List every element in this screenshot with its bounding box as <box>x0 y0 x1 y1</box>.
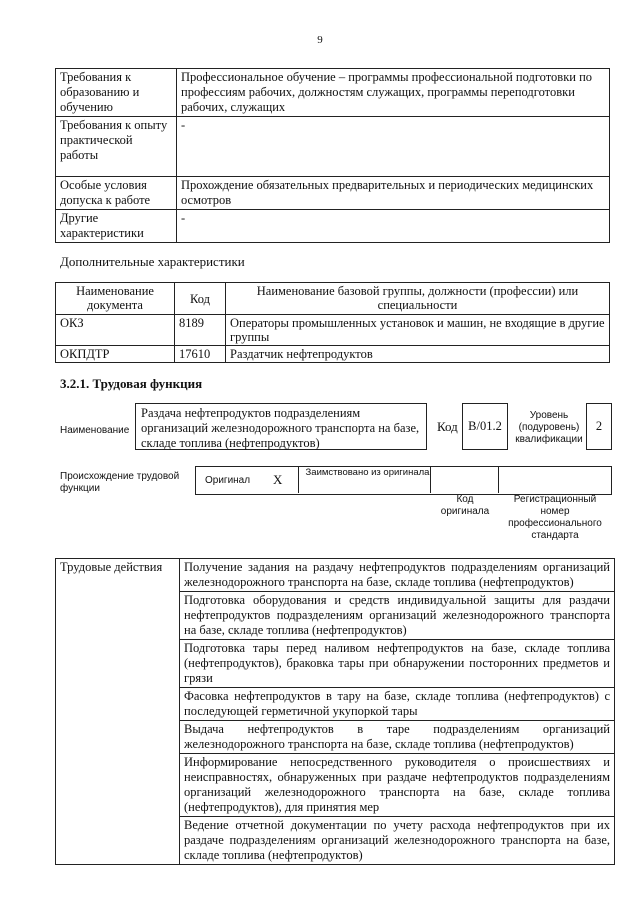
table-row <box>56 315 610 346</box>
table-row <box>56 210 610 243</box>
labour-actions-table <box>55 558 615 865</box>
level-label: Уровень (подуровень) квалификации <box>515 410 583 445</box>
actions-label: Трудовые действия <box>56 559 180 865</box>
qualification-level-value: 2 <box>586 403 612 450</box>
action-item: Получение задания на раздачу нефтепродуктов подразделениям организаций железнодорожного транспорта на базе, складе топлива (нефтепродуктов) <box>180 559 615 592</box>
name-label: Наименование <box>60 425 130 436</box>
additional-characteristics-table <box>55 282 610 363</box>
divider <box>298 466 299 493</box>
column-header: Наименование базовой группы, должности (профессии) или специальности <box>226 283 610 315</box>
section-title: 3.2.1. Трудовая функция <box>60 376 203 391</box>
table-row <box>56 346 610 363</box>
table-cell: ОКПДТР <box>56 346 175 363</box>
requirement-label: Требования к образованию и обучению <box>56 69 177 117</box>
column-header: Код <box>175 283 226 315</box>
action-item: Фасовка нефтепродуктов в тару на базе, складе топлива (нефтепродуктов) с последующей герметичной укупоркой тары <box>180 688 615 721</box>
requirement-label: Требования к опыту практической работы <box>56 117 177 177</box>
action-item: Информирование непосредственного руководителя о происшествиях и неисправностях, обнаруженных при раздаче нефтепродуктов подразделениям организаций железнодорожного транспорта на базе, складе топлива (нефтепродуктов), для принятия мер <box>180 754 615 817</box>
action-item: Подготовка оборудования и средств индивидуальной защиты для раздачи нефтепродуктов подразделениям организаций железнодорожного транспорта на базе, складе топлива (нефтепродуктов) <box>180 592 615 640</box>
table-cell: Раздатчик нефтепродуктов <box>226 346 610 363</box>
table-row <box>56 117 610 177</box>
table-cell: 8189 <box>175 315 226 346</box>
table-cell: ОКЗ <box>56 315 175 346</box>
function-code-value: В/01.2 <box>462 403 508 450</box>
requirements-table <box>55 68 610 243</box>
action-item: Подготовка тары перед наливом нефтепродуктов на базе, складе топлива (нефтепродуктов), браковка тары при обнаружении посторонних предметов и грязи <box>180 640 615 688</box>
code-label: Код <box>437 419 458 434</box>
table-row <box>56 69 610 117</box>
origin-label: Происхождение трудовой функции <box>60 471 180 494</box>
borrowed-label: Заимствовано из оригинала <box>305 467 430 478</box>
original-mark: X <box>273 472 283 487</box>
divider <box>498 466 499 493</box>
reg-number-label: Регистрационный номер профессионального стандарта <box>508 494 602 541</box>
requirement-label: Другие характеристики <box>56 210 177 243</box>
divider <box>430 466 431 493</box>
origin-code-label: Код оригинала <box>440 494 490 517</box>
action-item: Выдача нефтепродуктов в таре подразделениям организаций железнодорожного транспорта на базе, складе топлива (нефтепродуктов) <box>180 721 615 754</box>
table-cell: 17610 <box>175 346 226 363</box>
requirement-value: Прохождение обязательных предварительных и периодических медицинских осмотров <box>177 177 610 210</box>
requirement-value: Профессиональное обучение – программы профессиональной подготовки по профессиям рабочих, должностям служащих, программы переподготовки рабочих, служащих <box>177 69 610 117</box>
table-header-row <box>56 283 610 315</box>
original-label: Оригинал <box>205 475 251 486</box>
additional-characteristics-heading: Дополнительные характеристики <box>60 254 245 269</box>
table-row <box>56 559 615 592</box>
table-cell: Операторы промышленных установок и машин, не входящие в другие группы <box>226 315 610 346</box>
requirement-value: - <box>177 117 610 177</box>
action-item: Ведение отчетной документации по учету расхода нефтепродуктов при их раздаче подразделениям организаций железнодорожного транспорта на базе, складе топлива (нефтепродуктов) <box>180 817 615 865</box>
column-header: Наименование документа <box>56 283 175 315</box>
requirement-value: - <box>177 210 610 243</box>
table-row <box>56 177 610 210</box>
function-name-value: Раздача нефтепродуктов подразделениям организаций железнодорожного транспорта на базе, складе топлива (нефтепродуктов) <box>135 403 427 450</box>
requirement-label: Особые условия допуска к работе <box>56 177 177 210</box>
page-number: 9 <box>317 34 323 46</box>
